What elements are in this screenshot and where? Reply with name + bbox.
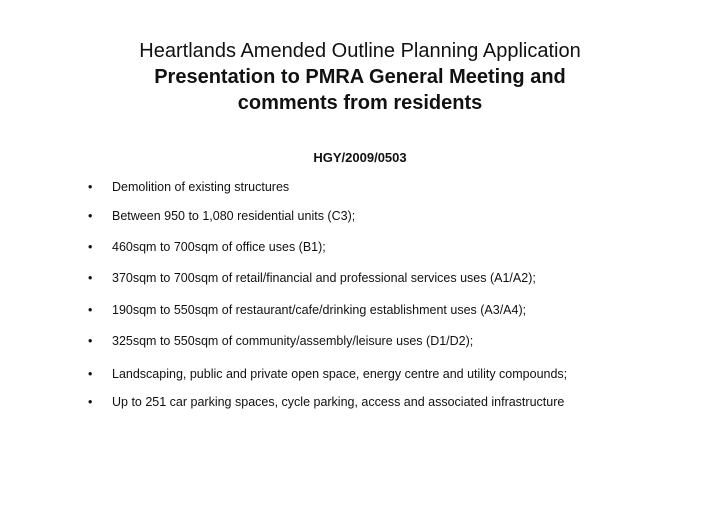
slide-title xyxy=(60,38,660,116)
list-item-text: Landscaping, public and private open space, energy centre and utility compounds; xyxy=(112,367,568,381)
list-item-text: 190sqm to 550sqm of restaurant/cafe/drinking establishment uses (A3/A4); xyxy=(112,303,527,317)
list-item-text: 370sqm to 700sqm of retail/financial and professional services uses (A1/A2); xyxy=(112,271,536,285)
list-item xyxy=(88,366,567,382)
bullet-icon: • xyxy=(88,395,93,409)
list-item xyxy=(88,302,526,318)
list-item-text: Between 950 to 1,080 residential units (C3); xyxy=(112,209,356,223)
bullet-icon: • xyxy=(88,240,93,254)
title-line-3: comments from residents xyxy=(237,92,483,114)
bullet-icon: • xyxy=(88,367,93,381)
list-item-text: 460sqm to 700sqm of office uses (B1); xyxy=(112,240,326,254)
bullet-icon: • xyxy=(88,180,93,194)
title-line-1: Heartlands Amended Outline Planning Application xyxy=(139,40,581,62)
application-reference: HGY/2009/0503 xyxy=(313,150,407,165)
bullet-icon: • xyxy=(88,303,93,317)
list-item-text: 325sqm to 550sqm of community/assembly/leisure uses (D1/D2); xyxy=(112,334,474,348)
list-item xyxy=(88,208,355,224)
list-item-text: Demolition of existing structures xyxy=(112,180,290,194)
list-item xyxy=(88,394,564,410)
list-item xyxy=(88,333,473,349)
list-item xyxy=(88,239,326,255)
bullet-icon: • xyxy=(88,334,93,348)
bullet-icon: • xyxy=(88,271,93,285)
list-item xyxy=(88,270,536,286)
list-item-text: Up to 251 car parking spaces, cycle parking, access and associated infrastructure xyxy=(112,395,565,409)
bullet-icon: • xyxy=(88,209,93,223)
title-line-2: Presentation to PMRA General Meeting and xyxy=(154,66,566,88)
list-item xyxy=(88,179,289,195)
